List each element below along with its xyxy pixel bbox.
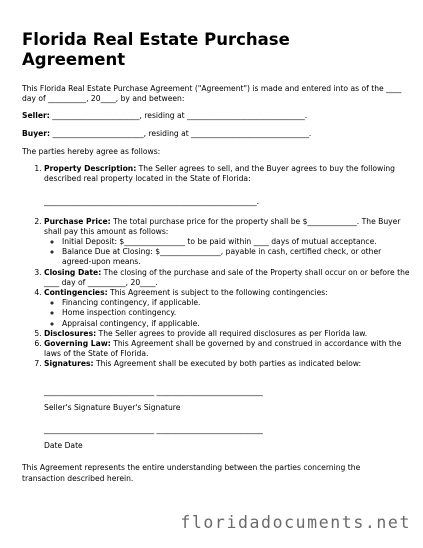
document-page [22,30,412,484]
payment-item-balance-due: ◦ Balance Due at Closing: $________________, payable in cash, certified check, or other agreed-upon means. [62,247,412,267]
clause-title: Signatures: [44,359,94,369]
clause-title: Property Description: [44,164,137,174]
clause-text: This Agreement is subject to the following contingencies: [107,288,328,298]
signature-blank-line: _____________________________ ____________________________ [44,386,263,396]
clause-title: Contingencies: [44,288,108,298]
clause-text: The closing of the purchase and sale of the Property shall occur on or before the ____ day of __________, 20____. [44,267,410,287]
date-blank-line: _____________________________ ____________________________ [44,425,263,435]
clause-text: The Seller agrees to sell, and the Buyer agrees to buy the following described real property located in the State of Florida: [44,164,395,184]
clause-text: The Seller agrees to provide all required disclosures as per Florida law. [96,328,368,338]
payment-item-initial-deposit: ◦ Initial Deposit: $________________ to be paid within ____ days of mutual acceptance. [62,237,412,247]
clause-title: Closing Date: [44,267,102,277]
clause-title: Purchase Price: [44,216,111,226]
contingency-item: ◦ Financing contingency, if applicable. [62,298,412,308]
property-description-blank: ________________________________________________________. [44,197,260,207]
agreement-lead-in: The parties hereby agree as follows: [22,146,161,156]
payment-list [44,237,412,268]
clause-text: This Agreement shall be governed by and construed in accordance with the laws of the State of Florida. [44,339,402,359]
clause-list [22,164,412,370]
seller-label: Seller: [22,111,50,121]
contingency-item: ◦ Home inspection contingency. [62,308,412,318]
intro-paragraph: This Florida Real Estate Purchase Agreement ("Agreement") is made and entered into as of the ____ day of __________, 20____, by and between: [22,84,402,104]
clause-title: Governing Law: [44,339,111,349]
clause-contingencies [44,288,412,329]
clause-text: This Agreement shall be executed by both parties as indicated below: [93,359,362,369]
closing-paragraph: This Agreement represents the entire understanding between the parties concerning the transaction described herein. [22,463,361,483]
clause-property-description [44,164,412,208]
seller-blank: _______________________, residing at _______________________________. [49,111,308,121]
signature-labels: Seller's Signature Buyer's Signature [44,402,181,412]
clause-disclosures [44,329,412,339]
contingency-list [44,298,412,329]
document-title: Florida Real Estate Purchase Agreement [22,30,290,69]
clause-signatures [44,359,412,369]
date-labels: Date Date [44,441,83,451]
buyer-line [22,129,412,139]
buyer-blank: ________________________, residing at _______________________________. [50,128,312,138]
clause-text: The total purchase price for the property shall be $_____________. The Buyer shall pay this amount as follows: [44,216,401,236]
contingency-item: ◦ Appraisal contingency, if applicable. [62,319,412,329]
buyer-label: Buyer: [22,128,51,138]
site-watermark: floridadocuments.net [180,513,411,532]
clause-closing-date [44,268,412,288]
clause-title: Disclosures: [44,328,97,338]
clause-governing-law [44,339,412,359]
seller-line [22,111,412,121]
clause-purchase-price [44,217,412,268]
